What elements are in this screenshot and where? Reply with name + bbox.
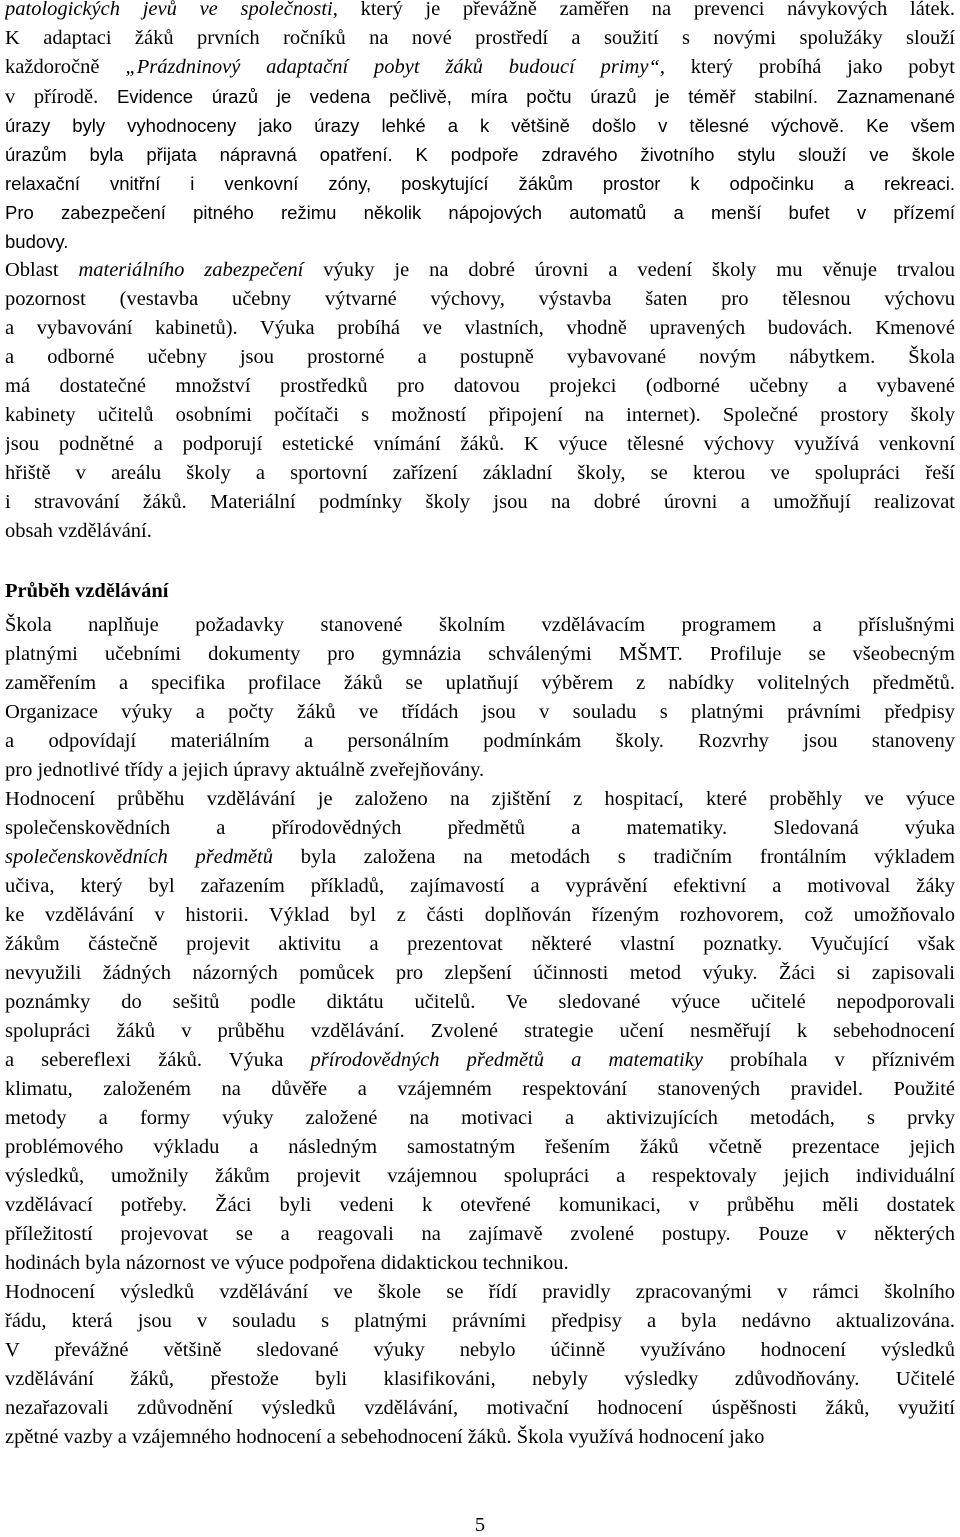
- text-line: budovy.: [5, 231, 69, 252]
- text-line: patologických jevů ve společnosti, který je převážně zaměřen na prevenci návykových látek.: [5, 0, 955, 20]
- text-line: vzdělávací potřeby. Žáci byli vedeni k otevřené komunikaci, v průběhu měli dostatek: [5, 1194, 955, 1216]
- text-line: V převážné většině sledované výuky nebylo účinně využíváno hodnocení výsledků: [5, 1339, 955, 1361]
- text-line: zaměřením a specifika profilace žáků se uplatňují výběrem z nabídky volitelných předmětů.: [5, 672, 955, 694]
- text-line: pro jednotlivé třídy a jejich úpravy aktuálně zveřejňovány.: [5, 759, 485, 781]
- text-line: pozornost (vestavba učebny výtvarné výchovy, výstavba šaten pro tělesnou výchovu: [5, 288, 955, 310]
- text-line: Pro zabezpečení pitného režimu několik nápojových automatů a menší bufet v přízemí: [5, 202, 955, 223]
- text-line: a vybavování kabinetů). Výuka probíhá ve vlastních, vhodně upravených budovách. Kmenové: [5, 317, 955, 339]
- paragraph-block-top: [5, 0, 955, 546]
- text-line: zpětné vazby a vzájemného hodnocení a sebehodnocení žáků. Škola využívá hodnocení jako: [5, 1426, 765, 1448]
- text-line: ke vzdělávání v historii. Výklad byl z části doplňován řízeným rozhovorem, což umožňovalo: [5, 904, 955, 926]
- text-line: žákům částečně projevit aktivitu a prezentovat některé vlastní poznatky. Vyučující však: [5, 933, 955, 955]
- text-line: poznámky do sešitů podle diktátu učitelů. Ve sledované výuce učitelé nepodporovali: [5, 991, 955, 1013]
- text-line: spolupráci žáků v průběhu vzdělávání. Zvolené strategie učení nesměřují k sebehodnocení: [5, 1020, 955, 1042]
- page-number: 5: [474, 1514, 486, 1536]
- text-line: vzdělávání žáků, přestože byli klasifikováni, nebyly výsledky zdůvodňovány. Učitelé: [5, 1368, 955, 1390]
- text-line: úrazům byla přijata nápravná opatření. K podpoře zdravého životního stylu slouží ve škole: [5, 144, 955, 165]
- text-line: relaxační vnitřní i venkovní zóny, poskytující žákům prostor k odpočinku a rekreaci.: [5, 173, 955, 194]
- text-line: K adaptaci žáků prvních ročníků na nové prostředí a soužití s novými spolužáky slouží: [5, 27, 955, 49]
- text-line: Škola naplňuje požadavky stanovené školním vzdělávacím programem a příslušnými: [5, 614, 955, 636]
- text-line: hřiště v areálu školy a sportovní zařízení základní školy, se kterou ve spolupráci řeší: [5, 462, 955, 484]
- text-line: Hodnocení výsledků vzdělávání ve škole se řídí pravidly zpracovanými v rámci školního: [5, 1281, 955, 1303]
- text-line: v přírodě. Evidence úrazů je vedena pečlivě, míra počtu úrazů je téměř stabilní. Zaznamenané: [5, 86, 955, 108]
- paragraph-block-bottom: [5, 611, 955, 1452]
- section-heading: Průběh vzdělávání: [5, 580, 169, 602]
- text-line: a sebereflexi žáků. Výuka přírodovědných předmětů a matematiky probíhala v příznivém: [5, 1049, 955, 1071]
- text-line: Oblast materiálního zabezpečení výuky je na dobré úrovni a vedení školy mu věnuje trvalou: [5, 259, 955, 281]
- text-line: společenskovědních předmětů byla založena na metodách s tradičním frontálním výkladem: [5, 846, 955, 868]
- text-line: úrazy byly vyhodnoceny jako úrazy lehké a k většině došlo v tělesné výchově. Ke všem: [5, 115, 955, 136]
- text-line: platnými učebními dokumenty pro gymnázia schválenými MŠMT. Profiluje se všeobecným: [5, 643, 955, 665]
- text-line: nezařazovali zdůvodnění výsledků vzdělávání, motivační hodnocení úspěšnosti žáků, využití: [5, 1397, 955, 1419]
- text-line: problémového výkladu a následným samostatným řešením žáků včetně prezentace jejich: [5, 1136, 955, 1158]
- text-line: Organizace výuky a počty žáků ve třídách jsou v souladu s platnými právními předpisy: [5, 701, 955, 723]
- text-line: učiva, který byl zařazením příkladů, zajímavostí a vyprávění efektivní a motivoval žáky: [5, 875, 955, 897]
- text-line: společenskovědních a přírodovědných předmětů a matematiky. Sledovaná výuka: [5, 817, 955, 839]
- text-line: má dostatečné množství prostředků pro datovou projekci (odborné učebny a vybavené: [5, 375, 955, 397]
- text-line: výsledků, umožnily žákům projevit vzájemnou spolupráci a respektovaly jejich individuální: [5, 1165, 955, 1187]
- text-line: řádu, která jsou v souladu s platnými právními předpisy a byla nedávno aktualizována.: [5, 1310, 955, 1332]
- text-line: metody a formy výuky založené na motivaci a aktivizujících metodách, s prvky: [5, 1107, 955, 1129]
- text-line: obsah vzdělávání.: [5, 520, 152, 542]
- text-line: jsou podnětné a podporují estetické vnímání žáků. K výuce tělesné výchovy využívá venkovní: [5, 433, 955, 455]
- text-line: každoročně „Prázdninový adaptační pobyt žáků budoucí primy“, který probíhá jako pobyt: [5, 56, 955, 78]
- text-line: a odborné učebny jsou prostorné a postupně vybavované novým nábytkem. Škola: [5, 346, 955, 368]
- text-line: klimatu, založeném na důvěře a vzájemném respektování stanovených pravidel. Použité: [5, 1078, 955, 1100]
- text-line: i stravování žáků. Materiální podmínky školy jsou na dobré úrovni a umožňují realizovat: [5, 491, 955, 513]
- text-line: příležitostí projevovat se a reagovali na zajímavě zvolené postupy. Pouze v některých: [5, 1223, 955, 1245]
- text-line: nevyužili žádných názorných pomůcek pro zlepšení účinnosti metod výuky. Žáci si zapisovali: [5, 962, 955, 984]
- text-line: hodinách byla názornost ve výuce podpořena didaktickou technikou.: [5, 1252, 569, 1274]
- text-line: kabinety učitelů osobními počítači s možností připojení na internet). Společné prostory školy: [5, 404, 955, 426]
- text-line: Hodnocení průběhu vzdělávání je založeno na zjištění z hospitací, které proběhly ve výuce: [5, 788, 955, 810]
- text-line: a odpovídají materiálním a personálním podmínkám školy. Rozvrhy jsou stanoveny: [5, 730, 955, 752]
